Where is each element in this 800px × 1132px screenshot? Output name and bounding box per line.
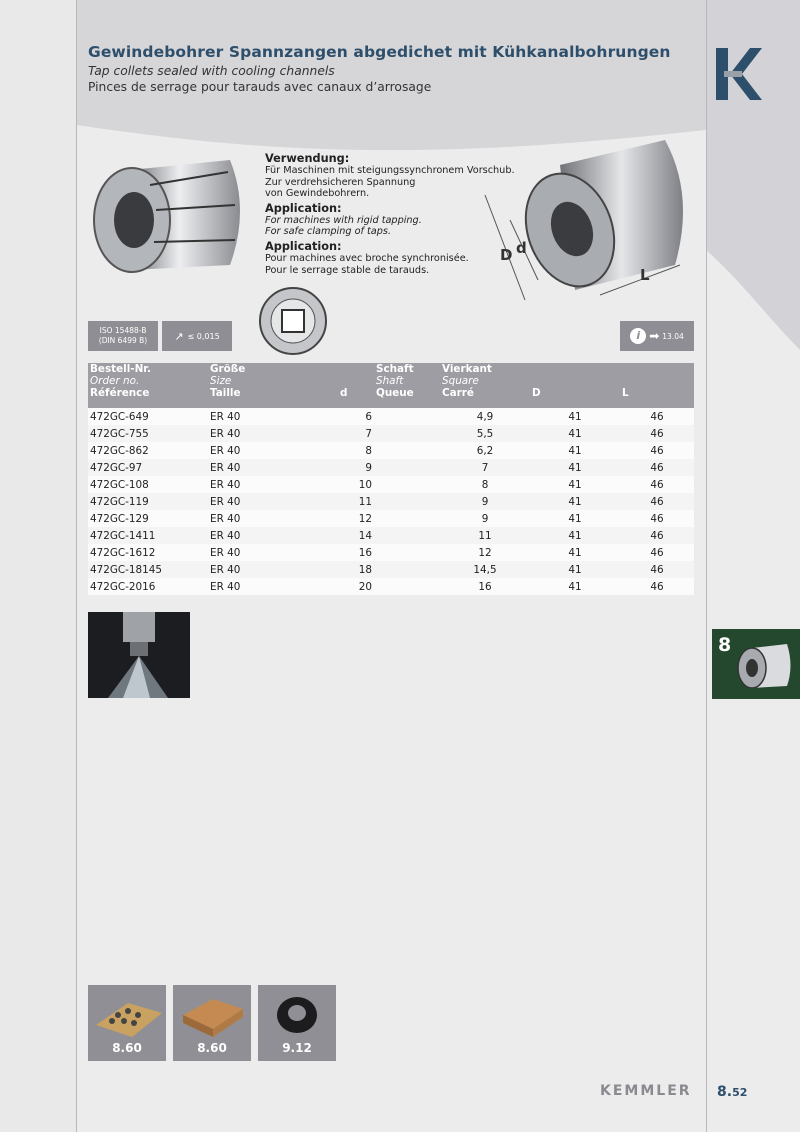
- cell-order-no: 472GC-108: [88, 476, 208, 493]
- cell-order-no: 472GC-649: [88, 408, 208, 425]
- cell-d: 11: [338, 493, 374, 510]
- cell-size: ER 40: [208, 527, 338, 544]
- header-size: Größe Size Taille: [208, 363, 338, 408]
- cell-L: 46: [620, 408, 694, 425]
- cell-d: 18: [338, 561, 374, 578]
- usage-en-line: For safe clamping of taps.: [265, 226, 392, 238]
- table-row: [88, 493, 694, 510]
- cell-D: 41: [530, 459, 620, 476]
- cell-size: ER 40: [208, 476, 338, 493]
- cell-square: 4,9: [440, 408, 530, 425]
- cell-order-no: 472GC-1411: [88, 527, 208, 544]
- cell-shaft: [374, 578, 440, 595]
- table-header-row: [88, 363, 694, 408]
- page-number: 8.52: [717, 1084, 748, 1100]
- cell-L: 46: [620, 544, 694, 561]
- cell-D: 41: [530, 442, 620, 459]
- cell-D: 41: [530, 578, 620, 595]
- cell-D: 41: [530, 544, 620, 561]
- usage-en-heading: Application:: [265, 201, 342, 215]
- clamping-nut-icon: [258, 985, 336, 1040]
- right-margin-line: [706, 0, 707, 1132]
- header-D: D: [530, 363, 620, 408]
- cell-size: ER 40: [208, 425, 338, 442]
- usage-de-line: Für Maschinen mit steigungssynchronem Vorschub.: [265, 165, 515, 176]
- cell-D: 41: [530, 425, 620, 442]
- cell-size: ER 40: [208, 493, 338, 510]
- cell-size: ER 40: [208, 544, 338, 561]
- cell-L: 46: [620, 493, 694, 510]
- header-d: d: [338, 363, 374, 408]
- related-label: 8.60: [197, 1041, 227, 1055]
- table-row: [88, 459, 694, 476]
- usage-fr-line: Pour machines avec broche synchronisée.: [265, 252, 469, 264]
- cell-shaft: [374, 425, 440, 442]
- cell-size: ER 40: [208, 561, 338, 578]
- runout-value: ≤ 0,015: [187, 331, 220, 341]
- application-photo: [88, 612, 190, 698]
- cell-shaft: [374, 561, 440, 578]
- arrow-up-right-icon: ↗: [174, 329, 184, 343]
- cell-d: 10: [338, 476, 374, 493]
- cell-size: ER 40: [208, 578, 338, 595]
- product-table: [88, 363, 694, 595]
- cell-square: 7: [440, 459, 530, 476]
- table-row: [88, 476, 694, 493]
- related-wooden-box-link[interactable]: [173, 985, 251, 1061]
- subtitle-french: Pinces de serrage pour tarauds avec canaux d’arrosage: [88, 80, 432, 94]
- collet-photo: [90, 150, 250, 280]
- cell-L: 46: [620, 578, 694, 595]
- usage-block: [265, 152, 515, 276]
- cell-d: 9: [338, 459, 374, 476]
- cell-square: 9: [440, 493, 530, 510]
- cell-L: 46: [620, 476, 694, 493]
- usage-de-heading: Verwendung:: [265, 152, 350, 165]
- cell-L: 46: [620, 510, 694, 527]
- related-clamping-nut-link[interactable]: [258, 985, 336, 1061]
- related-label: 9.12: [282, 1041, 312, 1055]
- page-title: Gewindebohrer Spannzangen abgedichet mit Kühkanalbohrungen: [88, 43, 671, 61]
- usage-fr-heading: Application:: [265, 239, 342, 253]
- cell-L: 46: [620, 425, 694, 442]
- cell-D: 41: [530, 476, 620, 493]
- cell-square: 9: [440, 510, 530, 527]
- cell-order-no: 472GC-18145: [88, 561, 208, 578]
- table-row: [88, 442, 694, 459]
- arrow-right-icon: ➡: [649, 329, 660, 343]
- header-L: L: [620, 363, 694, 408]
- cell-square: 11: [440, 527, 530, 544]
- cell-D: 41: [530, 510, 620, 527]
- left-margin-line: [76, 0, 77, 1132]
- cell-d: 16: [338, 544, 374, 561]
- collet-set-tray-icon: [88, 985, 166, 1040]
- cell-square: 6,2: [440, 442, 530, 459]
- cell-square: 12: [440, 544, 530, 561]
- cell-order-no: 472GC-2016: [88, 578, 208, 595]
- usage-de-line: Zur verdrehsicheren Spannung: [265, 176, 416, 188]
- cell-d: 6: [338, 408, 374, 425]
- cell-size: ER 40: [208, 442, 338, 459]
- kemmler-logo-icon: [716, 48, 762, 100]
- cell-shaft: [374, 527, 440, 544]
- table-row: [88, 561, 694, 578]
- table-row: [88, 510, 694, 527]
- din-line: (DIN 6499 B): [98, 336, 148, 345]
- table-row: [88, 544, 694, 561]
- cell-L: 46: [620, 561, 694, 578]
- cell-order-no: 472GC-755: [88, 425, 208, 442]
- iso-line: ISO 15488-B: [99, 326, 147, 335]
- wooden-box-icon: [173, 985, 251, 1040]
- table-row: [88, 408, 694, 425]
- cell-D: 41: [530, 527, 620, 544]
- cell-size: ER 40: [208, 510, 338, 527]
- label-D: D: [500, 246, 513, 264]
- cell-d: 8: [338, 442, 374, 459]
- cell-L: 46: [620, 527, 694, 544]
- header-square: Vierkant Square Carré: [440, 363, 530, 408]
- cell-L: 46: [620, 442, 694, 459]
- usage-de-line: von Gewindebohrern.: [265, 188, 370, 200]
- cell-order-no: 472GC-1612: [88, 544, 208, 561]
- label-L: L: [640, 266, 650, 284]
- cell-d: 20: [338, 578, 374, 595]
- cell-shaft: [374, 510, 440, 527]
- cell-D: 41: [530, 493, 620, 510]
- table-row: [88, 578, 694, 595]
- usage-en-line: For machines with rigid tapping.: [265, 214, 422, 226]
- cell-D: 41: [530, 408, 620, 425]
- collet-front-view: [258, 286, 328, 356]
- cell-square: 5,5: [440, 425, 530, 442]
- cell-shaft: [374, 408, 440, 425]
- cell-shaft: [374, 442, 440, 459]
- subtitle-english: Tap collets sealed with cooling channels: [88, 64, 335, 78]
- info-reference-box: [620, 321, 694, 351]
- runout-badge: [162, 321, 232, 351]
- cell-square: 14,5: [440, 561, 530, 578]
- usage-fr-line: Pour le serrage stable de tarauds.: [265, 264, 430, 276]
- section-collet-icon: [732, 640, 792, 692]
- cell-order-no: 472GC-97: [88, 459, 208, 476]
- iso-standard-badge: [88, 321, 158, 351]
- cell-d: 12: [338, 510, 374, 527]
- footer-brand: KEMMLER: [600, 1083, 692, 1099]
- cell-order-no: 472GC-119: [88, 493, 208, 510]
- cell-size: ER 40: [208, 459, 338, 476]
- cell-shaft: [374, 459, 440, 476]
- cell-size: ER 40: [208, 408, 338, 425]
- info-icon: i: [630, 328, 646, 344]
- table-row: [88, 425, 694, 442]
- table-row: [88, 527, 694, 544]
- cell-square: 16: [440, 578, 530, 595]
- cell-d: 7: [338, 425, 374, 442]
- cell-shaft: [374, 476, 440, 493]
- cell-square: 8: [440, 476, 530, 493]
- collet-dimension-drawing: [480, 125, 695, 310]
- header-order-no: Bestell-Nr. Order no. Référence: [88, 363, 208, 408]
- cell-d: 14: [338, 527, 374, 544]
- cell-L: 46: [620, 459, 694, 476]
- cell-order-no: 472GC-862: [88, 442, 208, 459]
- label-d: d: [516, 239, 527, 257]
- cell-D: 41: [530, 561, 620, 578]
- cell-shaft: [374, 493, 440, 510]
- info-ref-number: 13.04: [662, 331, 684, 341]
- cell-order-no: 472GC-129: [88, 510, 208, 527]
- related-label: 8.60: [112, 1041, 142, 1055]
- header-shaft: Schaft Shaft Queue: [374, 363, 440, 408]
- cell-shaft: [374, 544, 440, 561]
- section-number: 8: [718, 634, 732, 656]
- related-collet-set-link[interactable]: [88, 985, 166, 1061]
